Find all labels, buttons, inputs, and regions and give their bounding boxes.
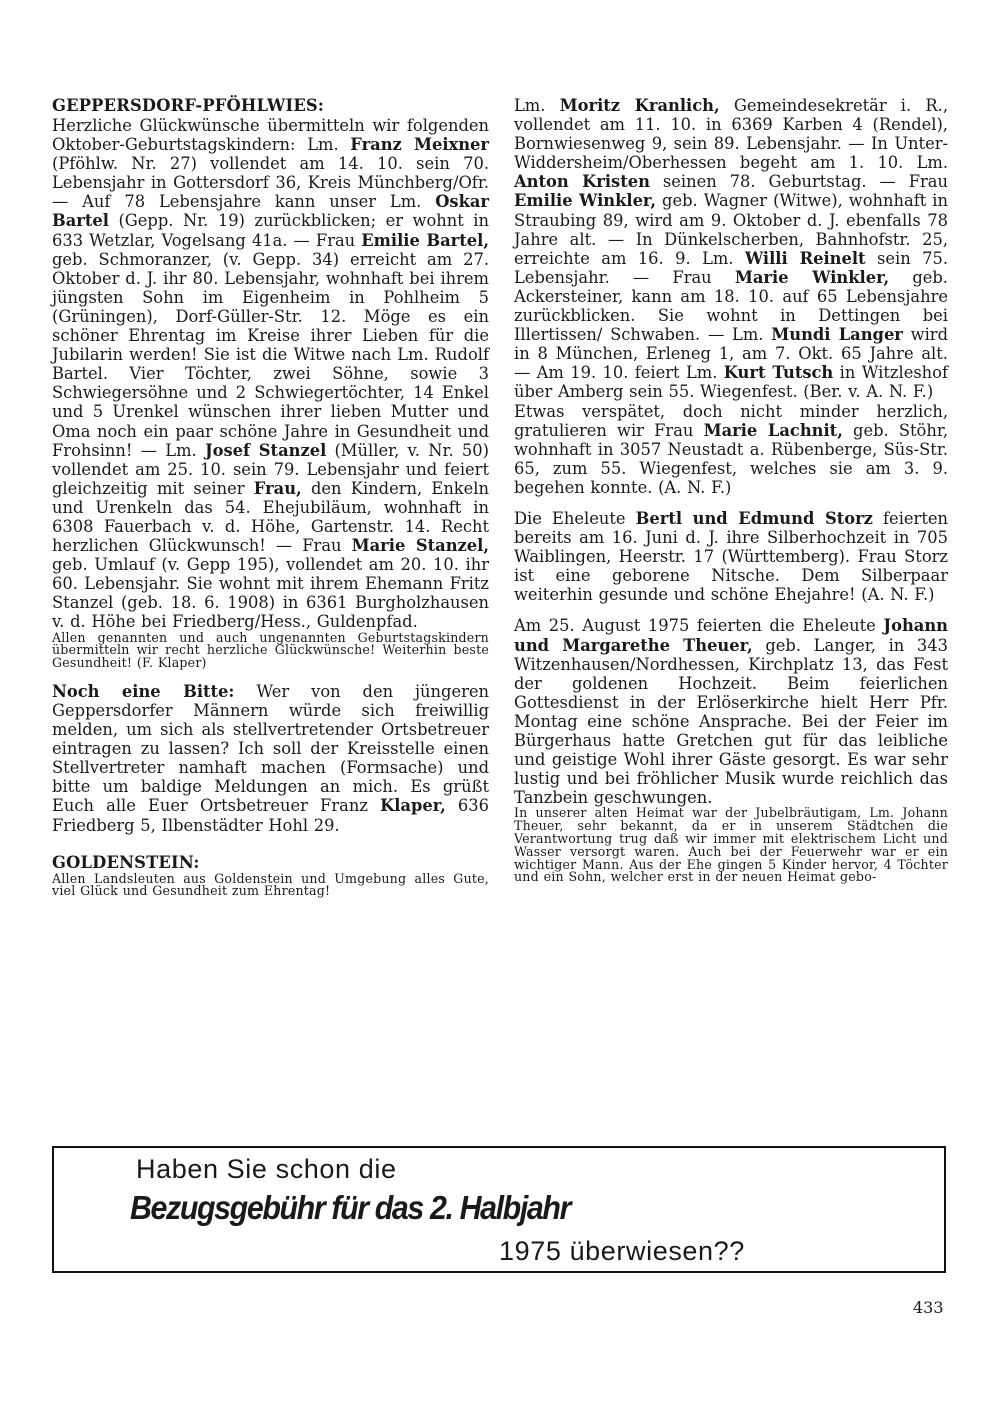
text: geb. Langer, in 343 Witzenhausen/Nordhessen, Kirchplatz 13, das Fest der goldenen Hochzeit. Beim feierlichen Gottesdienst in der Erlöserkirche hielt Herr Pfr. Montag eine schöne Ansprache. Bei der Feier im Bürgerhaus hatte Gretchen gut für das leibliche und geistige Wohl ihrer Gäste gesorgt. Es war sehr lustig und bei fröhlicher Musik wurde reichlich das Tanzbein geschwungen. [514, 635, 949, 808]
bold-name: Willi Reinelt [744, 248, 866, 268]
subscription-reminder-banner [52, 1146, 946, 1273]
text: geb. Umlauf (v. Gepp 195), vollendet am 20. 10. ihr 60. Lebensjahr. Sie wohnt mit ihrem Ehemann Fritz Stanzel (geb. 18. 6. 1908) in 6361 Burgholzhausen v. d. Höhe bei Friedberg/Hess., Guldenpfad. [52, 555, 489, 632]
bold-name: Emilie Bartel, [361, 230, 489, 250]
bold-name: Anton Kristen [514, 172, 650, 192]
article-paragraph [514, 96, 948, 402]
spacer [52, 670, 489, 682]
text: in Witzleshof über Amberg sein 55. Wiegenfest. (Ber. v. A. N. F.) [514, 363, 948, 402]
text: geb. Schmoranzer, (v. Gepp. 34) erreicht am 27. Oktober d. J. ihr 80. Lebensjahr, wohnhaft bei ihrem jüngsten Sohn im Eigenheim in Pohlheim 5 (Grüningen), Dorf-Güller-Str. 12. Möge es ein schöner Ehrentag im Kreise ihrer Lieben für die Jubilarin werden! Sie ist die Witwe nach Lm. Rudolf Bartel. Vier Töchter, zwei Söhne, sowie 3 Schwiegersöhne und 2 Schwiegertöchter, 14 Enkel und 5 Urenkel wünschen ihrer lieben Mutter und Oma noch ein paar schöne Jahre in Gesundheit und Frohsinn! — Lm. [52, 249, 489, 460]
article-paragraph [52, 116, 489, 632]
bold-name: Franz Meixner [350, 135, 489, 155]
bold-name: Emilie Winkler, [514, 191, 656, 211]
article-note-small: Allen genannten und auch ungenannten Geburtstagskindern übermitteln wir recht herzliche Glückwünsche! Weiterhin beste Gesundheit! (F. Klaper) [52, 629, 489, 671]
spacer [514, 497, 948, 509]
bold-name: Johann und Margarethe Theuer, [514, 616, 948, 655]
section-heading-goldenstein: GOLDENSTEIN: [52, 852, 200, 872]
bold-name: Bertl und Edmund Storz [635, 508, 873, 528]
banner-line-1: Haben Sie schon die [136, 1154, 397, 1184]
text: Lm. [514, 96, 560, 115]
article-note-small: In unserer alten Heimat war der Jubelbräutigam, Lm. Johann Theuer, sehr bekannt, da er in unserem Städtchen die Verantwortung trug daß wir immer mit elektrischem Licht und Wasser versorgt waren. Auch bei der Feuerwehr war er ein wichtiger Mann. Aus der Ehe gingen 5 Kinder hervor, 4 Töchter und ein Sohn, welcher erst in der neuen Heimat gebo- [514, 805, 948, 885]
text: wird in 8 München, Erleneg 1, am 7. Okt. 65 Jahre alt. — Am 19. 10. feiert Lm. [514, 325, 949, 383]
banner-line-2: Bezugsgebühr für das 2. Halbjahr [130, 1189, 571, 1226]
left-column [52, 96, 489, 898]
text: (Müller, v. Nr. 50) vollendet am 25. 10. sein 79. Lebensjahr und feiert gleichzeitig mit seiner [52, 440, 489, 498]
text: (Gepp. Nr. 19) zurückblicken; er wohnt in 633 Wetzlar, Vogelsang 41a. — Frau [52, 211, 489, 250]
text: feierten bereits am 16. Juni d. J. ihre Silberhochzeit in 705 Waiblingen, Heerstr. 17 (Württemberg). Frau Storz ist eine geborene Nitsche. Dem Silberpaar weiterhin gesunde und schöne Ehejahre! (A. N. F.) [514, 508, 948, 605]
spacer [514, 604, 948, 616]
bold-name: Frau, [253, 478, 302, 498]
text: Gemeindesekretär i. R., vollendet am 11. 10. in 6369 Karben 4 (Rendel), Bornwiesenweg 9, sein 89. Lebensjahr. — In Unter-Widdersheim/Oberhessen begeht am 1. 10. Lm. [514, 96, 948, 173]
text: Am 25. August 1975 feierten die Eheleute [514, 616, 884, 636]
bold-name: Oskar Bartel [52, 192, 489, 231]
bold-name: Marie Lachnit, [703, 420, 843, 440]
text: (Pföhlw. Nr. 27) vollendet am 14. 10. sein 70. Lebensjahr in Gottersdorf 36, Kreis Münchberg/Ofr. — Auf 78 Lebensjahre kann unser Lm. [52, 154, 489, 212]
text: seinen 78. Geburtstag. — Frau [649, 172, 948, 192]
text: Wer von den jüngeren Geppersdorfer Männern würde sich freiwillig melden, um sich als stellvertretender Ortsbetreuer eintragen zu lassen? Ich soll der Kreisstelle einen Stellvertreter namhaft machen (Formsache) und bitte um baldige Meldungen an mich. Es grüßt Euch alle Euer Ortsbetreuer Franz [52, 681, 489, 816]
bold-name: Mundi Langer [771, 325, 903, 345]
text: Herzliche Glückwünsche übermitteln wir folgenden Oktober-Geburtstagskindern: Lm. [52, 116, 489, 155]
text: Etwas verspätet, doch nicht minder herzlich, gratulieren wir Frau [514, 401, 948, 440]
text: geb. Ackersteiner, kann am 18. 10. auf 65 Lebensjahre zurückblicken. Sie wohnt in Dettingen bei Illertissen/ Schwaben. — Lm. [514, 267, 948, 345]
text: Die Eheleute [514, 508, 636, 528]
text: geb. Wagner (Witwe), wohnhaft in Straubing 89, wird am 9. Oktober d. J. ebenfalls 78 Jahre alt. — In Dünkelscherben, Bahnhofstr. 25, erreichte am 16. 9. Lm. [514, 191, 949, 268]
bold-name: Marie Stanzel, [351, 536, 489, 556]
bold-name: Marie Winkler, [734, 267, 890, 287]
article-paragraph [514, 509, 948, 604]
page-number: 433 [913, 1298, 944, 1317]
right-column [514, 96, 948, 884]
section-heading-geppersdorf: GEPPERSDORF-PFÖHLWIES: [52, 96, 325, 115]
bold-name: Kurt Tutsch [723, 363, 834, 383]
article-paragraph-request [52, 682, 489, 835]
text: geb. Stöhr, wohnhaft in 3057 Neustadt a. Rübenberge, Süs-Str. 65, zum 55. Wiegenfest, welches sie am 3. 9. begehen konnte. (A. N. F.) [514, 420, 948, 497]
article-note-small: Allen Landsleuten aus Goldenstein und Umgebung alles Gute, viel Glück und Gesundheit zum Ehrentag! [52, 870, 489, 899]
article-paragraph [514, 616, 948, 807]
text: 636 Friedberg 5, Ilbenstädter Hohl 29. [52, 796, 489, 835]
article-paragraph [514, 402, 948, 497]
lead-bold: Noch eine Bitte: [52, 681, 235, 701]
text: den Kindern, Enkeln und Urenkeln das 54. Ehejubiläum, wohnhaft in 6308 Fauerbach v. d. Höhe, Gartenstr. 14. Recht herzlichen Glückwunsch! — Frau [52, 478, 489, 556]
bold-name: Moritz Kranlich, [559, 96, 720, 115]
text: sein 75. Lebensjahr. — Frau [514, 248, 948, 287]
spacer [52, 835, 489, 853]
bold-name: Josef Stanzel [204, 440, 327, 460]
bold-name: Klaper, [380, 796, 446, 816]
banner-line-3: 1975 überwiesen?? [499, 1236, 745, 1266]
